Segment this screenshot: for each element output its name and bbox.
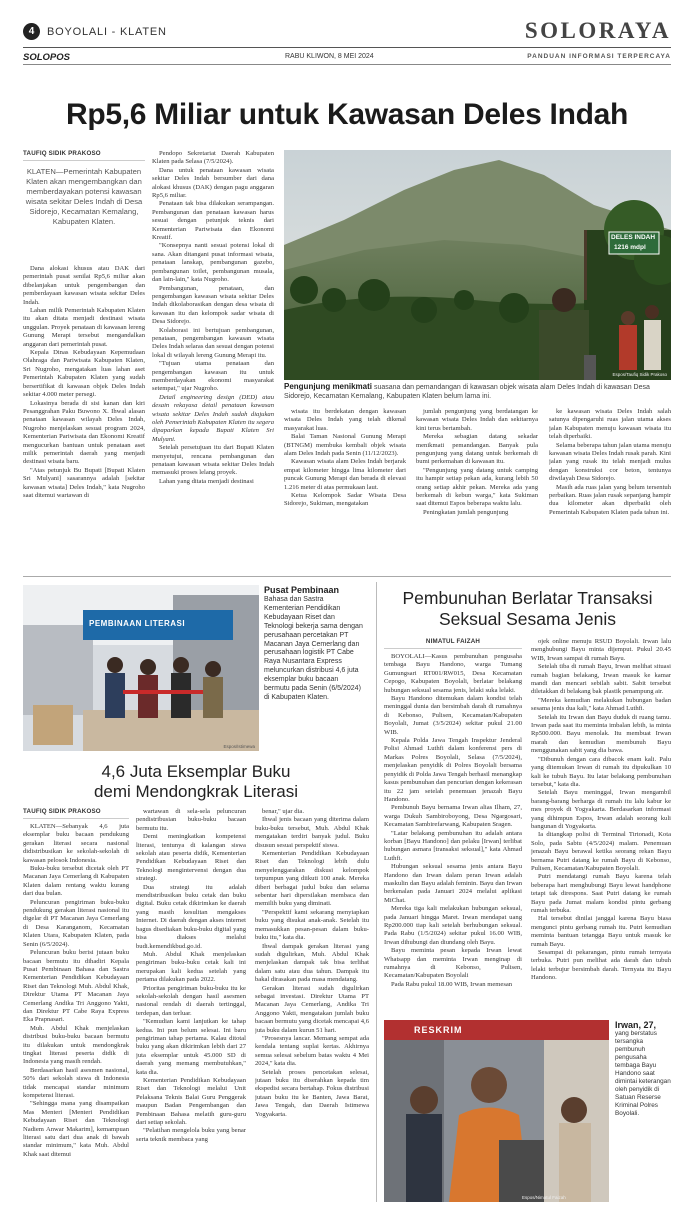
paragraph: Kementerian Pendidikan Kebudayaan Riset dan Teknologi melalui Unit Pelaksana Teknis Balai Guru Penggerak maupun Badan Pengembangan dan Pembinaan Bahasa melatih guru-guru dari setiap sekolah. — [136, 1077, 246, 1127]
paragraph: wartawan di sela-sela peluncuran pendistribusian buku-buku bacaan bermutu itu. — [136, 808, 246, 832]
book-headline — [23, 762, 369, 802]
paragraph: Dana untuk penataan kawasan wisata sekitar Deles Indah bersumber dari dana alokasi khusus (DAK) dengan pagu anggaran Rp5,6 miliar. — [152, 166, 274, 200]
photo-wall-label: RESKRIM — [414, 1025, 463, 1035]
main-photo-caption — [284, 382, 671, 401]
paragraph: Selama beberapa tahun jalan utama menuju kawasan wisata Deles Indah rusak parah. Kini jalan yang rusak itu telah menjadi mulus dengan konstruksi cor beton, tentunya diwilayah Desa Sidorejo. — [549, 441, 671, 483]
paragraph: Gerakan literasi sudah digulirkan sebagai investasi. Direktur Utama PT Macanan Jaya Cemerlang, Andika Tri Anggono Yakti, mengatakan jumlah buku bacaan bermutu yang dicetak mencapai 4,6 juta buku dalam kurun 51 hari. — [255, 984, 369, 1034]
sign-text-line1: DELES INDAH — [611, 234, 656, 241]
paragraph: Kawasan wisata alam Deles Indah berjarak empat kilometer hingga lima kilometer dari puncak Gunung Merapi dan berada di elevasi 1.216 meter di atas permukaan laut. — [284, 458, 406, 491]
paragraph: benar," ujar dia. — [262, 808, 304, 815]
photo-credit: Espos/Nimatul Faizah — [522, 1195, 566, 1200]
paragraph: "Tujuan utama penataan dan pengembangan kawasan itu untuk memberdayakan ekonomi masyarakat setempat," ujar Nugroho. — [152, 360, 274, 393]
book-headline-line2: demi Mendongkrak Literasi — [93, 782, 299, 801]
main-intro: KLATEN—Pemerintah Kabupaten Klaten akan mengembangkan dan memberdayakan potensi kawasan wisata sekitar Deles Indah di Desa Sidorejo, Kecamatan Kemalang, Kabupaten Klaten. — [25, 167, 143, 226]
paragraph: Peluncuran buku berisi jutaan buku bacaan bermutu itu dihadiri Kepala Pusat Pembinaan Bahasa dan Sastra Kementerian Pendidikan Kebudayaan Riset dan Teknologi Muh. Abdul Khak, Direktur Utama PT Macanan Jaya Cemerlang Andika Tri Anggono Yakti, dan Direktur PT Cabe Raya Express Eka Prapnasari. — [23, 949, 129, 1024]
side-caption-title: Pusat Pembinaan — [264, 585, 340, 595]
side-caption-text: Bahasa dan Sastra Kementerian Pendidikan Kebudayaan Riset dan Teknologi bekerja sama dengan perusahaan percetakan PT Macanan Jaya Cemerlang dan perusahaan logistik PT Cabe Raya Nusantara Express meluncurkan distribusi 4,6 juta eksemplar buku bacaan bermutu pada Senin (6/5/2024) di Kabupaten Klaten. — [264, 596, 363, 701]
book-headline-line1: 4,6 Juta Eksemplar Buku — [101, 762, 291, 781]
issue-date: RABU KLIWON, 8 MEI 2024 — [285, 53, 374, 60]
column-divider — [376, 582, 377, 1202]
caption-text: suasana dan pemandangan di kawasan objek wisata alam Deles Indah di kawasan Desa Sidorejo, Kecamatan Kemalang, Kabupaten Klaten belum lama ini. — [284, 384, 650, 400]
paragraph: Ihwal jenis bacaan yang diterima dalam buku-buku tersebut, Muh. Abdul Khak mengatakan terdiri banyak judul. Buku disusun sesuai perspektif siswa. — [255, 816, 369, 849]
paragraph: Putri mendatangi rumah Bayu karena telah beberapa hari menghubungi Bayu lewat handphone tetapi tak direspons. Saat Putri datang ke rumah Bayu pada Jumat malam kondisi pintu gerbang rumah terbuka. — [531, 873, 671, 914]
main-article-col3 — [284, 408, 406, 570]
suspect-illustration — [384, 1020, 609, 1202]
book-side-caption — [264, 585, 364, 755]
paragraph: "Sehingga mana yang disampaikan Mas Menteri [Menteri Pendidikan Kebudayaan Riset dan Teknologi Nadiem Anwar Makarim], kemampuan literasi satu dari dua anak di bawah standar minimum," kata Muh. Abdul Khak saat ditemui — [23, 1100, 129, 1158]
paragraph: Mereka tiga kali melakukan hubungan seksual, pada Januari hingga Maret. Irwan mendapat uang Rp200.000 tiap kali setelah berhubungan seksual. Pada Rabu (1/5/2024) sekitar pukul 16.00 WIB, Irwan dihubungi dan diundang oleh Bayu. — [384, 905, 522, 946]
photo-banner-text: PEMBINAAN LITERASI — [89, 619, 186, 628]
main-byline: TAUFIQ SIDIK PRAKOSO — [23, 150, 101, 157]
byline-rule — [23, 818, 129, 819]
book-col1-body — [23, 823, 129, 1203]
paragraph: Lahan milik Pemerintah Kabupaten Klaten itu akan ditata menjadi destinasi wisata unggulan. Proyek penataan di kawasan lereng Gunung Merapi tersebut mengandalkan anggaran dari pemerintah pusat. — [23, 307, 145, 348]
paragraph: Demi meningkatkan kompetensi literasi, tentunya di kalangan siswa sekolah atau peserta didik, Kementerian Pendidikan Kebudayaan Riset dan Teknologi mengintervensi dengan dua strategi. — [136, 833, 246, 883]
crime-headline-line1: Pembunuhan Berlatar Transaksi — [402, 588, 653, 608]
paragraph: Mereka sebagian datang sekadar menikmati pemandangan. Banyak pula pengunjung yang datang untuk berkemah di bumi perkemahan di kawasan itu. — [416, 433, 538, 466]
paragraph: jumlah pengunjung yang berdatangan ke kawasan wisata Deles Indah dan sekitarnya kini terus bertambah. — [416, 408, 538, 432]
paragraph: Hal tersebut dinilai janggal karena Bayu biasa mengunci pintu gerbang rumah itu. Putri kemudian meminta bantuan tetangga Bayu untuk masuk ke rumah Bayu. — [531, 915, 671, 948]
page-number-badge: 4 — [23, 23, 40, 40]
header-rule-lower — [23, 64, 671, 65]
landscape-illustration — [284, 150, 671, 380]
paragraph: "Pengunjung yang datang untuk camping itu hampir setiap pekan ada, kurang lebih 50 orang setiap akhir pekan. Mereka ada yang berkemah di kebun warga," kata Sukiman saat ditemui Espos beberapa waktu lalu. — [416, 466, 538, 508]
paragraph: Pada Rabu pukul 18.00 WIB, Irwan memesan — [391, 980, 513, 988]
main-article-col2 — [152, 150, 274, 570]
paragraph: Kementerian Pendidikan Kebudayaan Riset dan Teknologi lebih dulu menyelenggarakan diskusi kelompok terpumpun yang diikuti 100 anak. Mereka diberi berbagai judul buku dan selama sebentar hari dipersilakan membaca dan memilih buku yang diminati. — [255, 850, 369, 908]
main-article-col1 — [23, 150, 145, 579]
crime-headline-line2: Seksual Sesama Jenis — [438, 609, 617, 629]
crime-col1 — [384, 638, 522, 1033]
paragraph: Setelah persetujuan itu dari Bupati Klaten menyetujui, rencana pembangunan dan penataan kawasan wisata sekitar Deles Indah memasuki proses lelang proyek. — [152, 444, 274, 477]
paragraph: Peningkatan jumlah pengunjung — [423, 508, 509, 516]
side-caption-title: Irwan, 27, — [615, 1020, 657, 1030]
solopos-logo: SOLOPOS — [23, 52, 70, 63]
book-launch-photo — [23, 585, 259, 751]
paragraph: "Atas petunjuk Bu Bupati [Bupati Klaten Sri Mulyani] sasarannya adalah [sekitar kawasan wisata] Deles Indah," kata Nugroho saat ditemui wartawan di — [23, 466, 145, 499]
page-header — [0, 0, 693, 68]
suspect-photo — [384, 1020, 609, 1202]
paragraph: Dua strategi itu adalah mendistribusikan buku cetak dan buku digital. Buku cetak dikirimkan ke daerah yang masih kesulitan mengakses Internet. Di daerah dengan akses internet bagus disediakan buku-buku digital yang bisa diakses melalui budi.kemendikbud.go.id. — [136, 883, 246, 950]
main-article-col5 — [549, 408, 671, 570]
paragraph: "Latar belakang pembunuhan itu adalah antara korban [Bayu Handono] dan pelaku [Irwan] terlibat hubungan asmara [transaksi seksual]," kata Ahmad Luthfi. — [384, 829, 522, 862]
paragraph: Prioritas pengiriman buku-buku itu ke sekolah-sekolah dengan hasil asesmen nasional rendah di daerah tertinggal, terdepan, dan terluar. — [136, 984, 246, 1017]
byline-rule — [384, 648, 522, 649]
paragraph: Lokasinya berada di sisi kanan dan kiri Pesanggrahan Paku Buwono X. Ihwal alasan penataan kawasan wilayah Deles Indah, Nugroho menjelaskan sesuai program 2024, Kementerian Pariwisata dan Ekonomi Kreatif mengucurkan bantuan untuk penataan aset milik pemerintah daerah yang menjadi destinasi wisata baru. — [23, 399, 145, 466]
paragraph: "Konsepnya nanti sesuai potensi lokal di sana. Akan ditangani pusat informasi wisata, penataan lanskap, pembangunan gazebo, pembangunan toilet, pembangunan musala, dan lain-lain," kata Nugroho. — [152, 242, 274, 284]
paragraph: Lahan yang ditata menjadi destinasi — [159, 477, 254, 485]
byline-rule — [23, 160, 145, 161]
paragraph: Dana alokasi khusus atau DAK dari pemerintah pusat senilai Rp5,6 miliar akan dibelanjakan untuk pengembangan dan pemberdayaan kawasan wisata sekitar Deles Indah. — [23, 265, 145, 306]
book-col1 — [23, 808, 129, 1203]
paragraph: ke kawasan wisata Deles Indah salah satunya dipengaruhi ruas jalan utama akses jalan Kabupaten menuju kawasan wisata itu telah diperbaiki. — [549, 408, 671, 441]
caption-lead: Pengunjung menikmati — [284, 382, 373, 391]
paragraph: Berdasarkan hasil asesmen nasional, 50% dari sekolah siswa di Indonesia tidak mencapai standar minimum kompetensi literasi. — [23, 1066, 129, 1099]
paragraph: Pembunuh Bayu bernama Irwan alias Ilham, 27, warga Dukuh Sambiroboyong, Desa Ngargosari, Kecamatan Sambirefarwang, Kabupaten Sragen. — [384, 804, 522, 829]
paragraph: "Dibunuh dengan cara dibacok enam kali. Palu yang ditemukan Irwan di rumah itu dipukulkan 10 kali ke tubuh Bayu. Itu latar belakang pembunuhan tersebut," kata dia. — [531, 755, 671, 788]
paragraph: ojek online menuju RSUD Boyolali. Irwan lalu menghubungi Bayu minta dijemput. Pukul 20.45 WIB, Irwan sampai di rumah Bayu. — [531, 638, 671, 662]
paragraph: Setelah tiba di rumah Bayu, Irwan melihat situasi rumah bagian belakang, Irwan masuk ke kamar mandi dan mencari sebilah sabit. Sabit tersebut diletakkan di belakang bak plastik penampung air. — [531, 663, 671, 696]
paragraph: Setelah Bayu meninggal, Irwan mengambil barang-barang berharga di rumah itu lalu kabur ke mes proyek di Yogyakarta. Berdasarkan informasi yang dihimpun Espos, Irwan adalah seorang kuli bangunan di Yogyakarta. — [531, 789, 671, 830]
tagline: PANDUAN INFORMASI TERPERCAYA — [527, 53, 671, 60]
sign-text-line2: 1216 mdpl — [614, 244, 646, 251]
main-col1-body — [23, 265, 145, 579]
deles-indah-photo — [284, 150, 671, 380]
book-launch-illustration — [23, 585, 259, 751]
paragraph: Pembangunan, penataan, dan pengembangan kawasan wisata sekitar Deles Indah dikolaborasikan dengan desa wisata di kawasan itu dan kelompok sadar wisata di Desa Sidorejo. — [152, 284, 274, 326]
paragraph: Ia ditangkap polisi di Terminal Tirtonadi, Kota Solo, pada Sabtu (4/5/2024) malam. Penemuan jenazah Bayu berawal ketika seorang rekan Bayu bernama Putri datang ke rumah Bayu di Kebonso, Pulisen, Kecamatan/Kabupaten Boyolali. — [531, 831, 671, 872]
photo-credit: Espos/Istimewa — [223, 744, 255, 749]
paragraph: Muh. Abdul Khak menjelaskan distribusi buku-buku bacaan bermutu itu dilakukan untuk mendongkrak tingkat literasi peserta didik di Indonesia yang masih rendah. — [23, 1024, 129, 1066]
crime-col1-body — [384, 653, 522, 1033]
paragraph: Setelah proses pencetakan selesai, jutaan buku itu diserahkan kepada tim ekspedisi secara bertahap. Fokus distribusi jutaan buku itu ke Banten, Jawa Barat, Jawa Tengah, dan Daerah Istimewa Yogyakarta. — [255, 1068, 369, 1118]
paragraph: "Pelatihan mengelola buku yang benar serta teknik membaca yang — [136, 1127, 246, 1143]
side-caption-text: yang berstatus tersangka pembunuh pengusaha tembaga Bayu Handono saat dimintai keterangan oleh penyidik di Satuan Reserse Kriminal Polres Boyolali. — [615, 1030, 671, 1117]
crime-byline: NIMATUL FAIZAH — [425, 638, 481, 645]
book-col3 — [255, 808, 369, 1200]
paragraph: Setelah itu Irwan dan Bayu duduk di ruang tamu. Irwan pada saat itu meminta imbalan lebih, ia minta Rp500.000. Bayu menolak. Itu membuat Irwan marah dan kemudian membunuh Bayu menggunakan sabit yang dia bawa. — [531, 713, 671, 755]
paragraph: Kepala Dinas Kebudayaan Kepemudaan Olahraga dan Pariwisata Kabupaten Klaten, Sri Nugroho, mengatakan luas lahan aset Pemerintah Kabupaten Klaten yang sudah bersertifikat di kawasan objek Deles Indah sekitar 4.000 meter persegi. — [23, 349, 145, 399]
paragraph: "Mereka kemudian melakukan hubungan badan sesama jenis dua kali," kata Ahmad Luthfi. — [531, 696, 671, 713]
paragraph: Ihwal dampak gerakan literasi yang sudah digulirkan, Muh. Abdul Khak menjelaskan dampak tak bisa terlihat dalam satu atau dua tahun. Dampak itu bakal dirasakan pada masa mendatang. — [255, 942, 369, 984]
main-article-col4 — [416, 408, 538, 570]
paragraph: Peluncuran pengiriman buku-buku pendukung gerakan literasi nasional itu digelar di PT Macanan Jaya Cemerlang di Desa Karanganom, Kecamatan Klaten Utara, Kabupaten Klaten, pada Senin (6/5/2024). — [23, 898, 129, 948]
paragraph: "Prosesnya lancar. Memang sempat ada kendala tentang suplai kertas. Akhirnya semua selesai sebelum batas waktu 4 Mei 2024," kata dia. — [255, 1034, 369, 1068]
paragraph: BOYOLALI—Kasus pembunuhan pengusaha tembaga Bayu Handono, warga Tumang Gumungsari RT001/RW015, Desa Kecamatan Cepogo, Kabupaten Boyolali, berlatar belakang hubungan seksual sesama jenis, lelaki suka lelaki. — [384, 653, 522, 694]
paragraph: Hubungan seksual sesama jenis antara Bayu Handono dan Irwan dalam peran Irwan adalah maskulin dan Bayu adalah feminin. Bayu dan Irwan berkenalan pada Januari 2024 melalui aplikasi MiChat. — [384, 863, 522, 904]
paragraph: Buku-buku tersebut dicetak oleh PT Macanan Jaya Cemerlang di Kabupaten Klaten dalam rentang waktu kurang dari dua bulan. — [23, 865, 129, 898]
paragraph: Muh. Abdul Khak menjelaskan pengiriman buku-buku cetak kali ini merupakan kali kedua setelah yang pertama dilakukan pada 2022. — [136, 950, 246, 984]
paragraph: Detail engineering design (DED) atau desain rekayasa detail penataan kawasan wisata sekitar Deles Indah sudah diajukan oleh Pemerintah Kabupaten Klaten itu segera dipaparkan kepada Bupati Klaten Sri Mulyani. — [152, 393, 274, 443]
book-byline: TAUFIQ SIDIK PRAKOSO — [23, 808, 101, 815]
main-headline: Rp5,6 Miliar untuk Kawasan Deles Indah — [65, 98, 629, 131]
paragraph: Ketua Kelompok Sadar Wisata Desa Sidorejo, Sukiman, mengatakan — [284, 492, 406, 508]
paragraph: Kolaborasi ini bertujuan pembangunan, penataan, pengembangan kawasan wisata Deles Indah selaras dan sesuai dengan potensi lokal di wilayah lereng Gunung Merapi itu. — [152, 326, 274, 359]
header-rule — [23, 47, 671, 48]
paragraph: Masih ada ruas jalan yang belum tersentuh perbaikan. Ruas jalan rusak sepanjang hampir dua kilometer akan diperbaiki oleh Pemerintah Kabupaten Klaten pada tahun ini. — [549, 483, 671, 516]
paragraph: Bayu Handono ditemukan dalam kondisi telah meninggal dunia dan bersimbah darah di rumahnya di Kebonso, Pulisen, Kecamatan/Kabupaten Boyolali, Jumat (3/5/2024) sekitar pukul 21.00 WIB. — [384, 695, 522, 736]
paragraph: Sesampai di pekarangan, pintu rumah ternyata terbuka. Putri pun melihat ada darah dan tubuh lelaki terbujur bersimbah darah. Ternyata itu Bayu Handono. — [531, 949, 671, 982]
paragraph: wisata itu berdekatan dengan kawasan wisata Deles Indah yang telah dikenal masyarakat luas. — [284, 408, 406, 432]
paragraph: "Perspektif kami sekarang menyiapkan buku yang disukai anak-anak. Setelah itu memasukkan pesan-pesan dalam buku-buku itu," kata dia. — [255, 908, 369, 942]
paragraph: KLATEN—Sebanyak 4,6 juta eksemplar buku bacaan pendukung gerakan literasi secara nasional didistribusikan ke sekolah-sekolah di kawasan pelosok Indonesia. — [23, 823, 129, 864]
masthead: SOLORAYA — [524, 18, 671, 43]
section-divider — [23, 576, 671, 577]
paragraph: Pendopo Sekretariat Daerah Kabupaten Klaten pada Selasa (7/5/2024). — [152, 150, 274, 166]
book-col2 — [136, 808, 246, 1200]
crime-side-caption — [615, 1020, 673, 1202]
paragraph: "Kemudian kami lanjutkan ke tahap kedua. Ini pun belum selesai. Ini baru pengiriman tahap pertama. Kalau ditotal buku yang akan dikirimkan lebih dari 27 juta eksemplar untuk 45.000 SD di daerah yang memang membutuhkan," kata dia. — [136, 1018, 246, 1076]
section-label: BOYOLALI - KLATEN — [47, 26, 167, 38]
paragraph: Bayu meminta pesan kepada Irwan lewat Whatsapp dan meminta Irwan menginap di rumahnya di Kebonso, Pulisen, Kecamatan/Kabupaten Boyolali — [384, 947, 522, 980]
crime-col2 — [531, 638, 671, 1016]
paragraph: Balai Taman Nasional Gunung Merapi (BTNGM) membuka kembali objek wisata alam Deles Indah pada Senin (11/12/2023). — [284, 433, 406, 458]
paragraph: Kepala Polda Jawa Tengah Inspektur Jenderal Polisi Ahmad Luthfi dalam konferensi pers di Markas Polres Boyolali, Selasa (7/5/2024), menjelaskan penyidik di Polres Boyolali bersama penyidik di Polda Jawa Tengah berhasil menangkap kasus pembunuhan dan pencurian dengan kekerasan itu 22 jam setelah penemuan jenazah Bayu Handono. — [384, 737, 522, 803]
paragraph: Penataan tak bisa dilakukan serampangan. Pembangunan dan penataan kawasan harus sesuai dengan petunjuk teknis dari Kementerian Pariwisata dan Ekonomi Kreatif. — [152, 200, 274, 242]
crime-headline — [384, 588, 671, 630]
photo-credit: Espos/Taufiq Sidik Prakoso — [612, 372, 667, 377]
